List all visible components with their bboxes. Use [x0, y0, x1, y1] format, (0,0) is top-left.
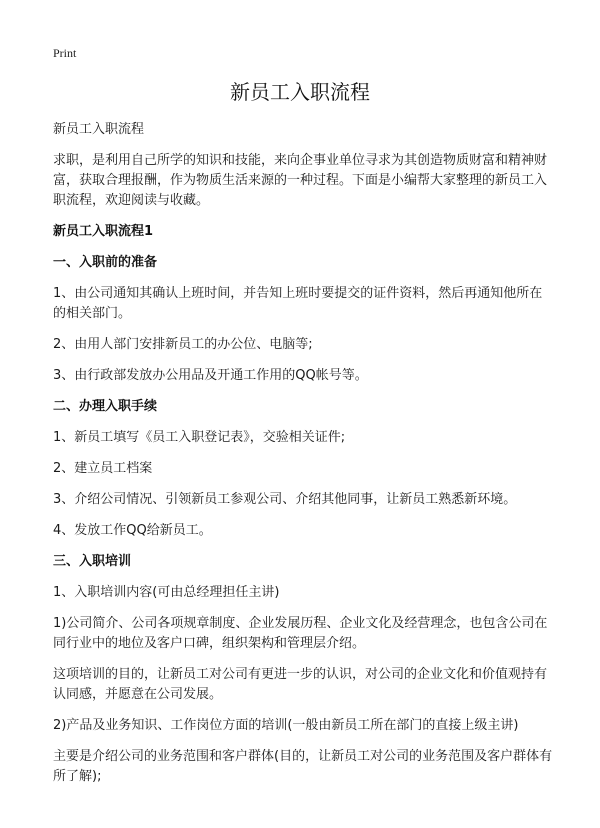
- intro-paragraph: 求职，是利用自己所学的知识和技能，来向企事业单位寻求为其创造物质财富和精神财富，获取合理报酬，作为物质生活来源的一种过程。下面是小编帮大家整理的新员工入职流程，欢迎阅读与收藏。: [53, 153, 548, 208]
- list-item: 2)产品及业务知识、工作岗位方面的培训(一般由新员工所在部门的直接上级主讲): [53, 718, 519, 733]
- section-heading: 新员工入职流程1: [53, 224, 154, 239]
- list-item: 1、入职培训内容(可由总经理担任主讲): [53, 585, 280, 600]
- page-title: 新员工入职流程: [230, 80, 370, 104]
- list-item: 3、由行政部发放办公用品及开通工作用的QQ帐号等。: [53, 368, 368, 383]
- list-item: 1)公司简介、公司各项规章制度、企业发展历程、企业文化及经营理念，也包含公司在同行业中的地位及客户口碑，组织架构和管理层介绍。: [53, 616, 548, 651]
- part1-heading: 一、入职前的准备: [53, 255, 158, 270]
- article-subtitle: 新员工入职流程: [53, 122, 145, 137]
- list-item: 3、介绍公司情况、引领新员工参观公司、介绍其他同事，让新员工熟悉新环境。: [53, 492, 517, 507]
- list-item: 这项培训的目的，让新员工对公司有更进一步的认识，对公司的企业文化和价值观持有认同感，并愿意在公司发展。: [53, 667, 548, 702]
- list-item: 2、由用人部门安排新员工的办公位、电脑等;: [53, 337, 313, 352]
- list-item: 1、新员工填写《员工入职登记表》，交验相关证件;: [53, 430, 346, 445]
- list-item: 2、建立员工档案: [53, 461, 153, 476]
- list-item: 4、发放工作QQ给新员工。: [53, 523, 212, 538]
- part3-heading: 三、入职培训: [53, 554, 132, 569]
- article-body: [53, 120, 553, 798]
- part2-heading: 二、办理入职手续: [53, 399, 158, 414]
- list-item: 主要是介绍公司的业务范围和客户群体(目的，让新员工对公司的业务范围及客户群体有所了解);: [53, 749, 553, 784]
- print-link[interactable]: Print: [53, 46, 77, 60]
- list-item: 1、由公司通知其确认上班时间，并告知上班时要提交的证件资料，然后再通知他所在的相关部门。: [53, 286, 543, 321]
